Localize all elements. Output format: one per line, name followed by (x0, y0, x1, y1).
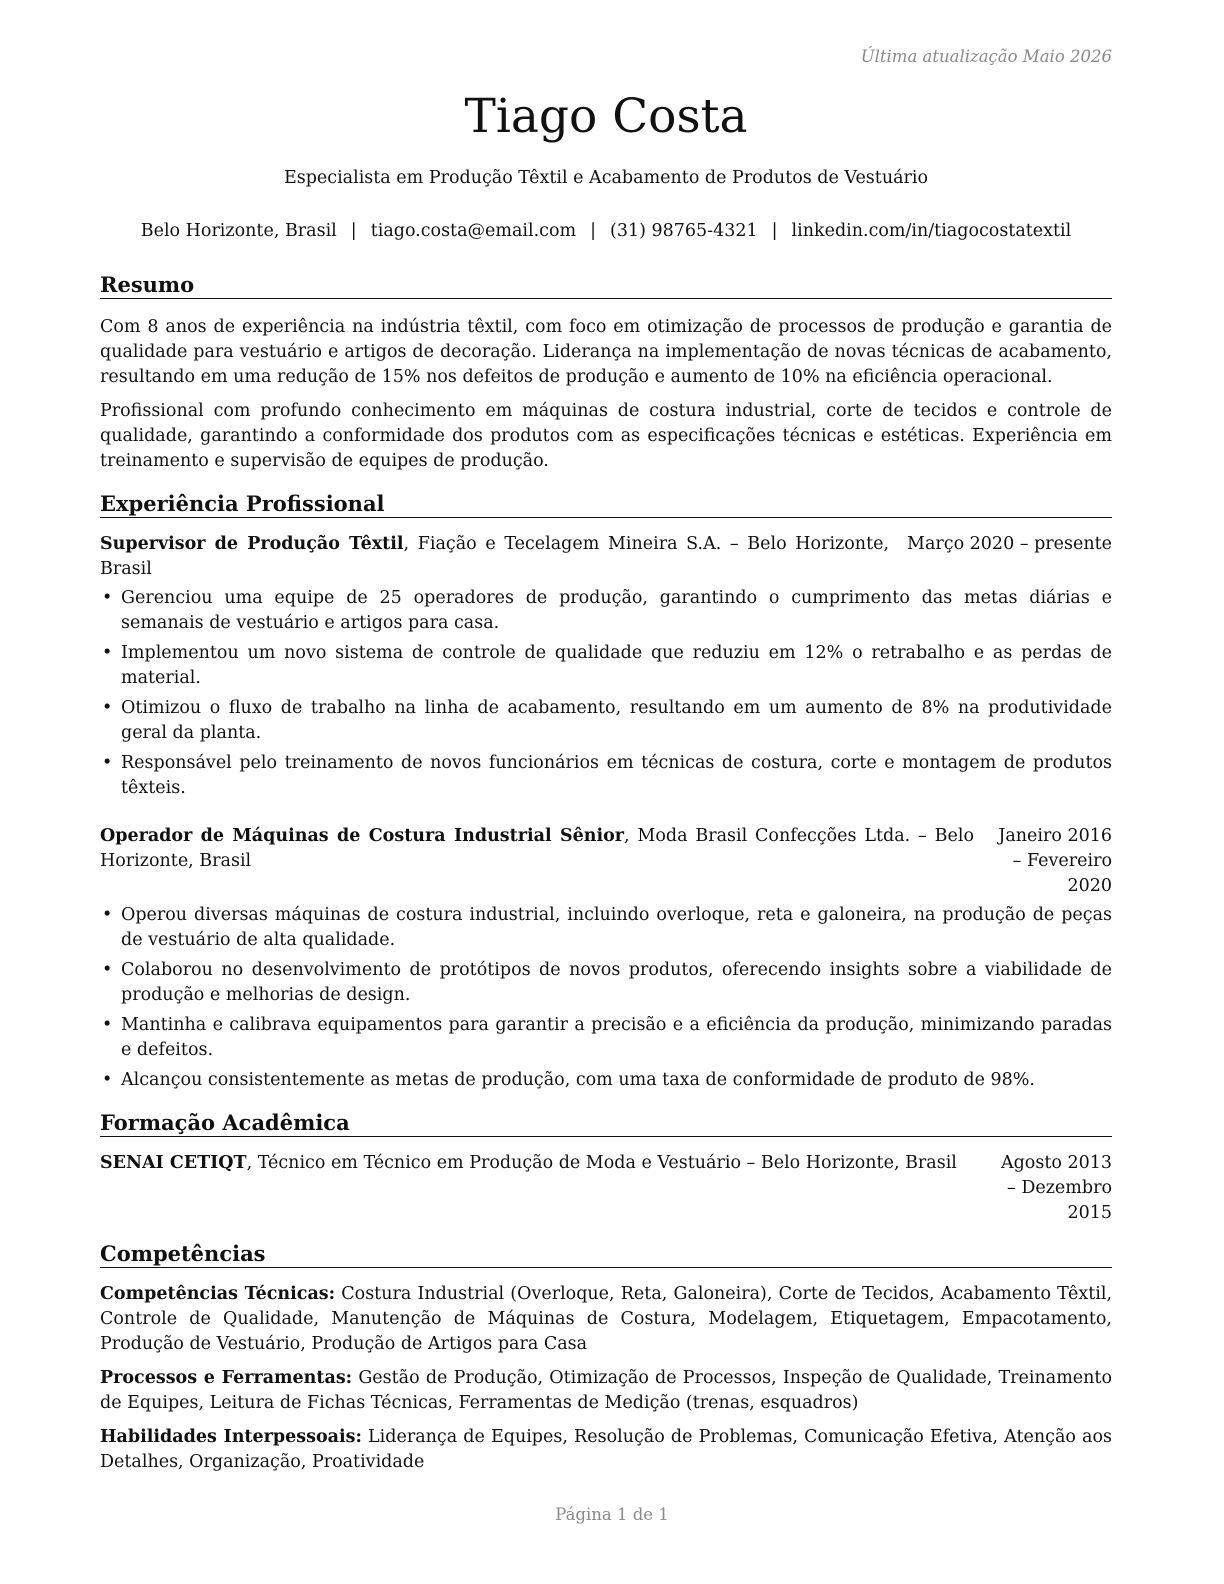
job-entry (100, 824, 1112, 1093)
skill-group-label: Habilidades Interpessoais: (100, 1427, 362, 1447)
education-details: , Técnico em Técnico em Produção de Moda e Vestuário – Belo Horizonte, Brasil (246, 1153, 957, 1173)
job-bullet: • Responsável pelo treinamento de novos funcionários em técnicas de costura, corte e montagem de produtos têxteis. (100, 751, 1112, 801)
job-bullet: • Otimizou o fluxo de trabalho na linha de acabamento, resultando em um aumento de 8% na produtividade geral da planta. (100, 696, 1112, 746)
skills-title: Competências (100, 1241, 1112, 1268)
page-number: Página 1 de 1 (555, 1505, 669, 1524)
job-bullet: • Gerenciou uma equipe de 25 operadores de produção, garantindo o cumprimento das metas diárias e semanais de vestuário e artigos para casa. (100, 586, 1112, 636)
contact-email[interactable]: tiago.costa@email.com (370, 221, 577, 241)
skill-group-text: Costura Industrial (Overloque, Reta, Galoneira), Corte de Tecidos, Acabamento Têxtil, Controle de Qualidade, Manutenção de Máquinas de Costura, Modelagem, Etiquetagem, Empacotamento, Produção de Vestuário, Produção de Artigos para Casa (100, 1284, 1113, 1354)
job-role: Operador de Máquinas de Costura Industrial Sênior (100, 826, 625, 846)
job-company: , Moda Brasil Confecções Ltda. – Belo Horizonte, Brasil (100, 826, 974, 871)
candidate-headline: Especialista em Produção Têxtil e Acabamento de Produtos de Vestuário (283, 168, 929, 188)
contact-separator: | (590, 221, 597, 241)
candidate-name: Tiago Costa (464, 89, 748, 144)
experience-title: Experiência Profissional (100, 491, 1112, 518)
contact-separator: | (771, 221, 778, 241)
education-dates: Agosto 2013 – Dezembro 2015 (1000, 1153, 1112, 1223)
skill-group-text: Liderança de Equipes, Resolução de Problemas, Comunicação Efetiva, Atenção aos Detalhes, Organização, Proatividade (100, 1427, 1113, 1472)
skills-section (100, 1241, 1112, 1475)
contact-separator: | (350, 221, 357, 241)
job-bullets (100, 903, 1112, 1093)
skill-group (100, 1282, 1112, 1357)
resume-content (100, 272, 1112, 1490)
job-header (100, 532, 1112, 582)
job-bullet: • Alcançou consistentemente as metas de produção, com uma taxa de conformidade de produto de 98%. (100, 1068, 1112, 1093)
summary-paragraph: Com 8 anos de experiência na indústria têxtil, com foco em otimização de processos de produção e garantia de qualidade para vestuário e artigos de decoração. Liderança na implementação de novas técnicas de acabamento, resultando em uma redução de 15% nos defeitos de produção e aumento de 10% na eficiência operacional. (100, 317, 1112, 387)
skill-group (100, 1366, 1112, 1416)
summary-title: Resumo (100, 272, 1112, 299)
education-section (100, 1110, 1112, 1226)
job-bullet: • Implementou um novo sistema de controle de qualidade que reduziu em 12% o retrabalho e as perdas de material. (100, 641, 1112, 691)
skill-group-text: Gestão de Produção, Otimização de Processos, Inspeção de Qualidade, Treinamento de Equipes, Leitura de Fichas Técnicas, Ferramentas de Medição (trenas, esquadros) (100, 1368, 1112, 1413)
contact-phone: (31) 98765-4321 (610, 221, 758, 241)
job-role: Supervisor de Produção Têxtil (100, 534, 404, 554)
job-entry (100, 532, 1112, 801)
job-bullets (100, 586, 1112, 801)
job-header (100, 824, 1112, 899)
job-bullet: • Mantinha e calibrava equipamentos para garantir a precisão e a eficiência da produção, minimizando paradas e defeitos. (100, 1013, 1112, 1063)
education-entry (100, 1151, 1112, 1226)
contact-line (100, 219, 1112, 244)
job-bullet: • Colaborou no desenvolvimento de protótipos de novos produtos, oferecendo insights sobre a viabilidade de produção e melhorias de design. (100, 958, 1112, 1008)
contact-linkedin[interactable]: linkedin.com/in/tiagocostatextil (791, 221, 1072, 241)
contact-location: Belo Horizonte, Brasil (140, 221, 337, 241)
last-updated: Última atualização Maio 2026 (860, 47, 1112, 66)
skill-group-label: Processos e Ferramentas: (100, 1368, 353, 1388)
job-bullet: • Operou diversas máquinas de costura industrial, incluindo overloque, reta e galoneira, na produção de peças de vestuário de alta qualidade. (100, 903, 1112, 953)
skill-group (100, 1425, 1112, 1475)
job-company: , Fiação e Tecelagem Mineira S.A. – Belo Horizonte, Brasil (100, 534, 890, 579)
job-dates: Janeiro 2016 – Fevereiro 2020 (998, 826, 1112, 896)
summary-paragraph: Profissional com profundo conhecimento em máquinas de costura industrial, corte de tecidos e controle de qualidade, garantindo a conformidade dos produtos com as especificações técnicas e estéticas. Experiência em treinamento e supervisão de equipes de produção. (100, 401, 1112, 471)
summary-section (100, 272, 1112, 474)
education-title: Formação Acadêmica (100, 1110, 1112, 1137)
job-dates: Março 2020 – presente (907, 534, 1112, 554)
skill-group-label: Competências Técnicas: (100, 1284, 336, 1304)
education-school: SENAI CETIQT (100, 1153, 247, 1173)
experience-section (100, 491, 1112, 1093)
